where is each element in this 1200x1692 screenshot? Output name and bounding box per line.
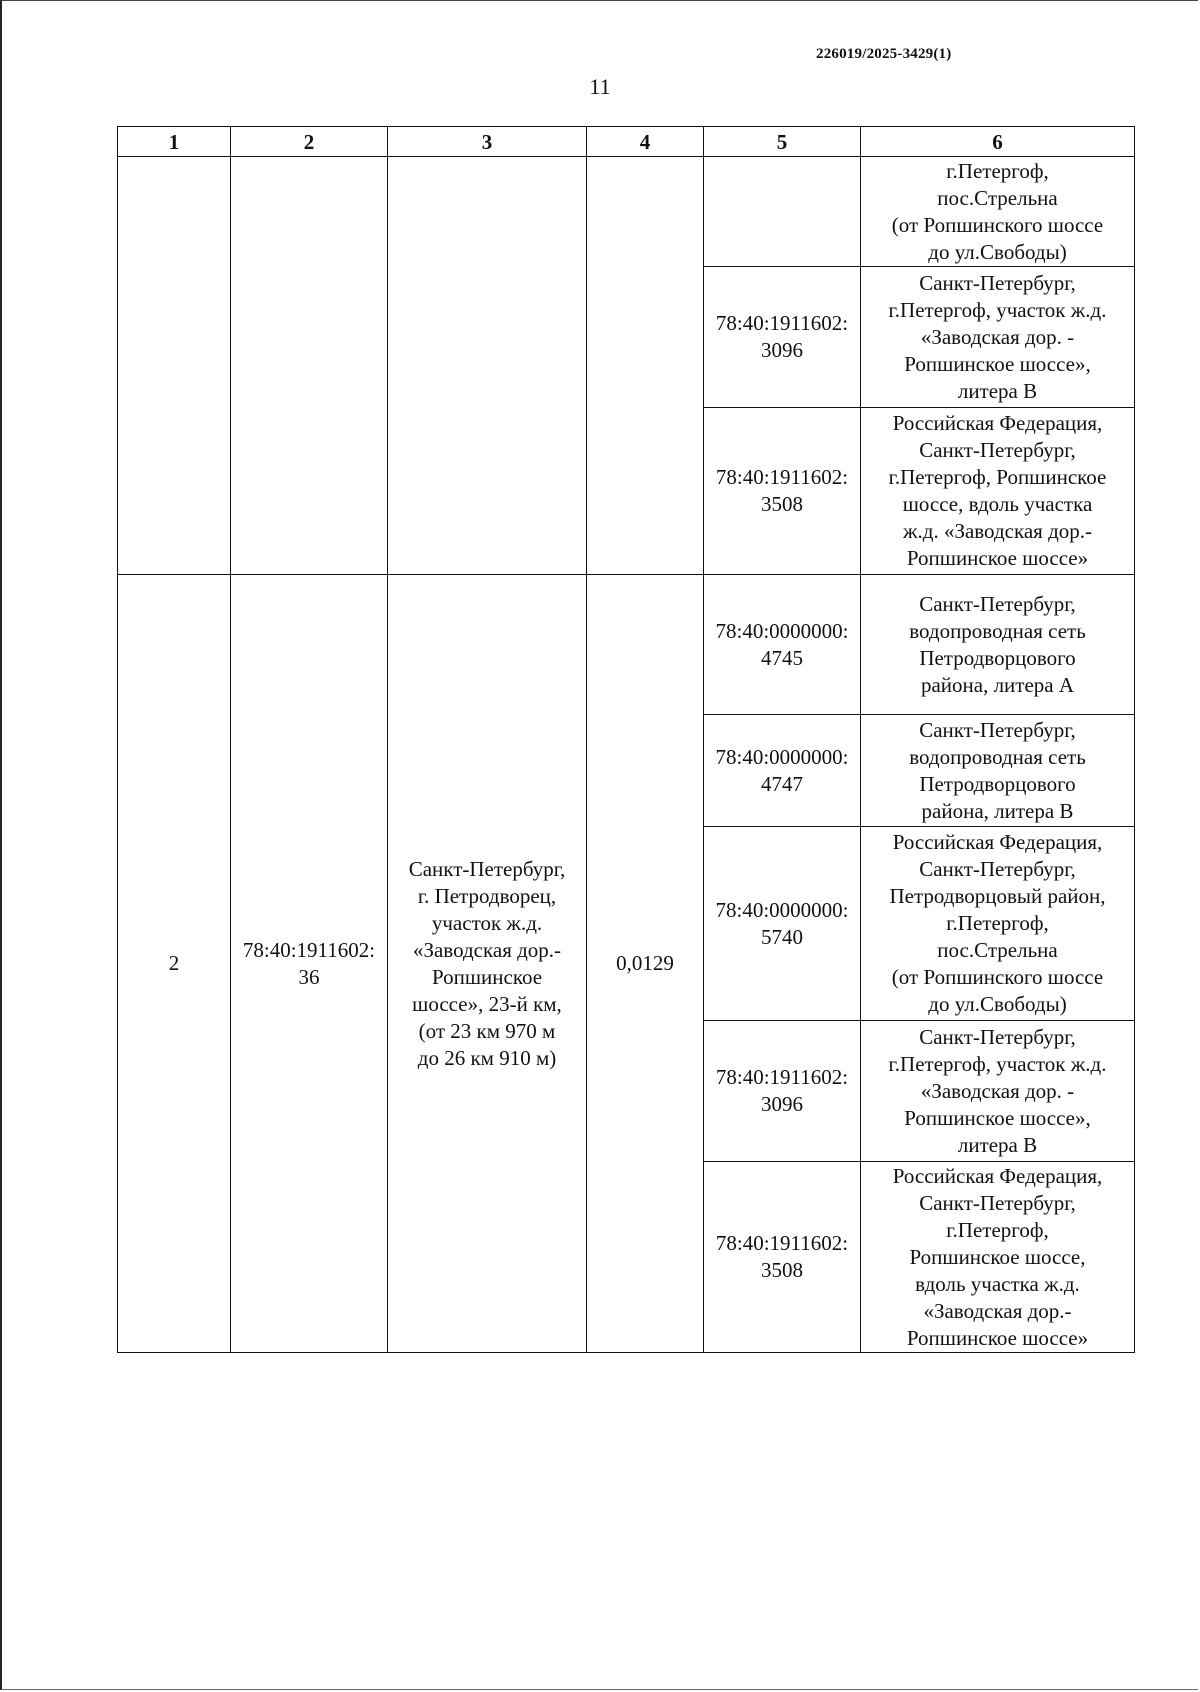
related-cadastral-cell: 78:40:1911602: 3508 bbox=[704, 408, 861, 575]
table-row bbox=[118, 157, 1135, 267]
address-cell: Российская Федерация, Санкт-Петербург, Петродворцовый район, г.Петергоф, пос.Стрельна (от Ропшинского шоссе до ул.Свободы) bbox=[861, 827, 1135, 1021]
column-header-1: 1 bbox=[118, 127, 231, 157]
related-cadastral-cell bbox=[704, 157, 861, 267]
column-header-3: 3 bbox=[388, 127, 587, 157]
location-cell: Санкт-Петербург, г. Петродворец, участок ж.д. «Заводская дор.- Ропшинское шоссе», 23-й км, (от 23 км 970 м до 26 км 910 м) bbox=[388, 575, 587, 1353]
address-cell: Санкт-Петербург, водопроводная сеть Петродворцового района, литера В bbox=[861, 715, 1135, 827]
cadastral-cell-empty bbox=[231, 157, 388, 575]
related-cadastral-cell: 78:40:1911602: 3096 bbox=[704, 1021, 861, 1162]
document-number: 226019/2025-3429(1) bbox=[816, 46, 952, 62]
area-cell-empty bbox=[587, 157, 704, 575]
column-header-2: 2 bbox=[231, 127, 388, 157]
address-cell: Санкт-Петербург, водопроводная сеть Петродворцового района, литера А bbox=[861, 575, 1135, 715]
related-cadastral-cell: 78:40:1911602: 3096 bbox=[704, 267, 861, 408]
address-cell: Российская Федерация, Санкт-Петербург, г.Петергоф, Ропшинское шоссе, вдоль участка ж.д. «Заводская дор.- Ропшинское шоссе» bbox=[861, 1162, 1135, 1353]
cadastral-number-cell: 78:40:1911602: 36 bbox=[231, 575, 388, 1353]
related-cadastral-cell: 78:40:1911602: 3508 bbox=[704, 1162, 861, 1353]
address-cell: Санкт-Петербург, г.Петергоф, участок ж.д. «Заводская дор. - Ропшинское шоссе», литера В bbox=[861, 1021, 1135, 1162]
column-header-5: 5 bbox=[704, 127, 861, 157]
address-cell: Санкт-Петербург, г.Петергоф, участок ж.д. «Заводская дор. - Ропшинское шоссе», литера В bbox=[861, 267, 1135, 408]
related-cadastral-cell: 78:40:0000000: 5740 bbox=[704, 827, 861, 1021]
location-cell-empty bbox=[388, 157, 587, 575]
address-cell: Российская Федерация, Санкт-Петербург, г.Петергоф, Ропшинское шоссе, вдоль участка ж.д. «Заводская дор.- Ропшинское шоссе» bbox=[861, 408, 1135, 575]
cadastral-table bbox=[117, 126, 1135, 1353]
address-cell: г.Петергоф, пос.Стрельна (от Ропшинского шоссе до ул.Свободы) bbox=[861, 157, 1135, 267]
column-header-6: 6 bbox=[861, 127, 1135, 157]
table-row bbox=[118, 575, 1135, 715]
column-header-4: 4 bbox=[587, 127, 704, 157]
entry-number-cell: 2 bbox=[118, 575, 231, 1353]
page-number: 11 bbox=[589, 74, 611, 99]
table-header-row bbox=[118, 127, 1135, 157]
related-cadastral-cell: 78:40:0000000: 4745 bbox=[704, 575, 861, 715]
related-cadastral-cell: 78:40:0000000: 4747 bbox=[704, 715, 861, 827]
num-cell-empty bbox=[118, 157, 231, 575]
area-cell: 0,0129 bbox=[587, 575, 704, 1353]
